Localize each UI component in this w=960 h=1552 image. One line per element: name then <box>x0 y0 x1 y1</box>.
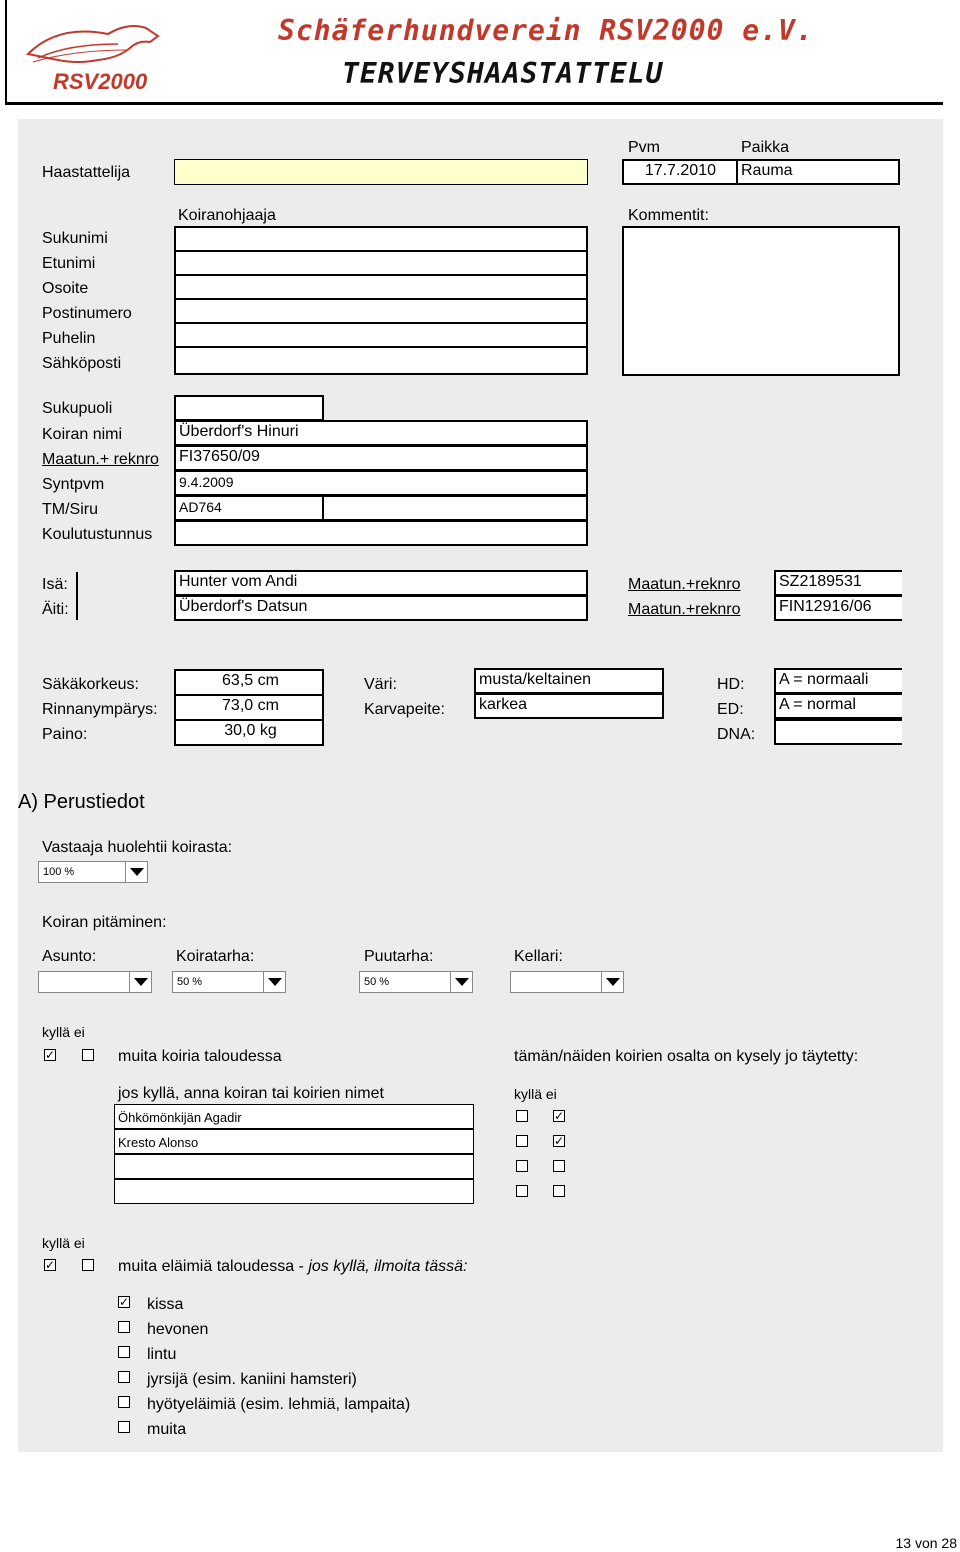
sukunimi-field[interactable] <box>174 226 588 252</box>
check-icon: ✓ <box>554 1109 565 1123</box>
names-label: jos kyllä, anna koiran tai koirien nimet <box>118 1085 384 1102</box>
keeping-label: Koiran pitäminen: <box>42 914 167 931</box>
check-icon: ✓ <box>554 1134 565 1148</box>
animal-label-muita: muita <box>147 1421 187 1438</box>
survey-label: tämän/näiden koirien osalta on kysely jo täytetty: <box>514 1048 859 1065</box>
chevron-down-icon <box>129 972 151 992</box>
survey-yes-checkbox-3[interactable] <box>516 1160 528 1172</box>
koiranohjaaja-label: Koiranohjaaja <box>178 207 276 224</box>
chevron-down-icon <box>601 972 623 992</box>
form-title: TERVEYSHAASTATTELU <box>342 57 664 90</box>
dog-name-field-4[interactable] <box>114 1179 474 1204</box>
koulutustunnus-field[interactable] <box>174 520 588 546</box>
animal-checkbox-jyrsija[interactable] <box>118 1371 130 1383</box>
rinnanymparys-field[interactable]: 73,0 cm <box>174 694 324 721</box>
ed-field[interactable]: A = normal <box>774 693 902 719</box>
check-icon: ✓ <box>119 1295 130 1309</box>
survey-no-checkbox-2[interactable] <box>553 1135 565 1147</box>
asunto-label: Asunto: <box>42 948 97 965</box>
vari-field[interactable]: musta/keltainen <box>474 668 664 694</box>
animal-checkbox-lintu[interactable] <box>118 1346 130 1358</box>
club-title: Schäferhundverein RSV2000 e.V. <box>278 14 814 47</box>
tm-siru-field[interactable]: AD764 <box>174 495 324 521</box>
koiran-nimi-label: Koiran nimi <box>42 426 123 443</box>
isa-field[interactable]: Hunter vom Andi <box>174 570 588 596</box>
sahkoposti-field[interactable] <box>174 346 588 375</box>
etunimi-field[interactable] <box>174 250 588 276</box>
puhelin-label: Puhelin <box>42 330 96 347</box>
tm-siru-label: TM/Siru <box>42 501 98 518</box>
other-animals-question-italic: jos kyllä, ilmoita tässä: <box>308 1258 468 1275</box>
sakakorkeus-field[interactable]: 63,5 cm <box>174 669 324 696</box>
aiti-reknro-field[interactable]: FIN12916/06 <box>774 595 902 621</box>
dog-name-field-2[interactable]: Kresto Alonso <box>114 1129 474 1154</box>
dog-name-field-3[interactable] <box>114 1154 474 1179</box>
dog-name-field-1[interactable]: Öhkömönkijän Agadir <box>114 1104 474 1129</box>
paikka-field[interactable]: Rauma <box>736 159 900 185</box>
other-dogs-no-checkbox[interactable] <box>82 1049 94 1061</box>
koiratarha-dropdown-value: 50 % <box>177 976 203 988</box>
syntpvm-label: Syntpvm <box>42 476 105 493</box>
vari-label: Väri: <box>364 676 397 693</box>
postinumero-field[interactable] <box>174 298 588 324</box>
care-dropdown-value: 100 % <box>43 866 75 878</box>
isa-reknro-field[interactable]: SZ2189531 <box>774 570 902 596</box>
koiratarha-label: Koiratarha: <box>176 948 255 965</box>
chevron-down-icon <box>263 972 285 992</box>
header-rule <box>5 102 943 105</box>
isa-label: Isä: <box>42 576 68 593</box>
other-dogs-yes-checkbox[interactable] <box>44 1049 56 1061</box>
karvapeite-label: Karvapeite: <box>364 701 445 718</box>
other-animals-yes-checkbox[interactable] <box>44 1259 56 1271</box>
survey-yes-checkbox-4[interactable] <box>516 1185 528 1197</box>
haastattelija-field[interactable] <box>174 159 588 185</box>
puutarha-dropdown-value: 50 % <box>364 976 390 988</box>
sakakorkeus-label: Säkäkorkeus: <box>42 676 139 693</box>
other-dogs-question: muita koiria taloudessa <box>118 1048 282 1065</box>
kellari-dropdown[interactable] <box>510 971 624 993</box>
check-icon: ✓ <box>45 1258 56 1272</box>
kellari-label: Kellari: <box>514 948 563 965</box>
rinnanymparys-label: Rinnanympärys: <box>42 701 158 718</box>
koiran-nimi-field[interactable]: Überdorf's Hinuri <box>174 420 588 446</box>
tm-siru-extra-field[interactable] <box>322 495 588 521</box>
animal-checkbox-kissa[interactable] <box>118 1296 130 1308</box>
other-animals-question-plain: muita eläimiä taloudessa - <box>118 1258 309 1275</box>
pvm-field[interactable]: 17.7.2010 <box>622 159 738 185</box>
puhelin-field[interactable] <box>174 322 588 348</box>
animal-label-hyotyelaimia: hyötyeläimiä (esim. lehmiä, lampaita) <box>147 1396 411 1413</box>
chevron-down-icon <box>125 862 147 882</box>
animal-label-lintu: lintu <box>147 1346 177 1363</box>
care-dropdown[interactable] <box>38 861 148 883</box>
animal-label-jyrsija: jyrsijä (esim. kaniini hamsteri) <box>147 1371 357 1388</box>
koiratarha-dropdown[interactable] <box>172 971 286 993</box>
koulutustunnus-label: Koulutustunnus <box>42 526 153 543</box>
kommentit-field[interactable] <box>622 226 900 376</box>
page-number: 13 von 28 <box>895 1535 957 1551</box>
syntpvm-field[interactable]: 9.4.2009 <box>174 470 588 496</box>
dna-label: DNA: <box>717 726 756 743</box>
hd-field[interactable]: A = normaali <box>774 668 902 694</box>
osoite-label: Osoite <box>42 280 89 297</box>
isa-reknro-label: Maatun.+reknro <box>628 576 741 593</box>
sahkoposti-label: Sähköposti <box>42 355 122 372</box>
section-a-title: A) Perustiedot <box>18 791 145 813</box>
check-icon: ✓ <box>45 1048 56 1062</box>
sukunimi-label: Sukunimi <box>42 230 108 247</box>
paikka-label: Paikka <box>741 139 790 156</box>
animal-label-hevonen: hevonen <box>147 1321 209 1338</box>
hd-label: HD: <box>717 676 745 693</box>
sukupuoli-field[interactable] <box>174 395 324 421</box>
reknro-field[interactable]: FI37650/09 <box>174 445 588 471</box>
haastattelija-label: Haastattelija <box>42 164 131 181</box>
kommentit-label: Kommentit: <box>628 207 709 224</box>
puutarha-dropdown[interactable] <box>359 971 473 993</box>
other-dogs-yes-no-label: kyllä ei <box>42 1024 85 1040</box>
reknro-label: Maatun.+ reknro <box>42 451 159 468</box>
aiti-label: Äiti: <box>42 601 69 618</box>
other-animals-no-checkbox[interactable] <box>82 1259 94 1271</box>
care-label: Vastaaja huolehtii koirasta: <box>42 839 233 856</box>
aiti-field[interactable]: Überdorf's Datsun <box>174 595 588 621</box>
etunimi-label: Etunimi <box>42 255 96 272</box>
asunto-dropdown[interactable] <box>38 971 152 993</box>
osoite-field[interactable] <box>174 274 588 300</box>
survey-yes-checkbox-1[interactable] <box>516 1110 528 1122</box>
animal-checkbox-muita[interactable] <box>118 1421 130 1433</box>
svg-text:RSV2000: RSV2000 <box>53 69 148 94</box>
aiti-reknro-label: Maatun.+reknro <box>628 601 741 618</box>
ed-label: ED: <box>717 701 744 718</box>
rsv2000-logo <box>18 14 168 99</box>
paino-field[interactable]: 30,0 kg <box>174 719 324 746</box>
survey-yes-checkbox-2[interactable] <box>516 1135 528 1147</box>
animal-label-kissa: kissa <box>147 1296 184 1313</box>
other-animals-yes-no-label: kyllä ei <box>42 1235 85 1251</box>
survey-yes-no-label: kyllä ei <box>514 1086 557 1102</box>
other-animals-question <box>118 1257 467 1277</box>
header-left-rule <box>5 0 7 104</box>
survey-no-checkbox-4[interactable] <box>553 1185 565 1197</box>
puutarha-label: Puutarha: <box>364 948 434 965</box>
animal-checkbox-hyotyelaimia[interactable] <box>118 1396 130 1408</box>
postinumero-label: Postinumero <box>42 305 132 322</box>
dna-field[interactable] <box>774 719 902 745</box>
sukupuoli-label: Sukupuoli <box>42 400 113 417</box>
parents-divider <box>76 572 78 620</box>
survey-no-checkbox-3[interactable] <box>553 1160 565 1172</box>
paino-label: Paino: <box>42 726 88 743</box>
chevron-down-icon <box>450 972 472 992</box>
survey-no-checkbox-1[interactable] <box>553 1110 565 1122</box>
karvapeite-field[interactable]: karkea <box>474 693 664 719</box>
animal-checkbox-hevonen[interactable] <box>118 1321 130 1333</box>
pvm-label: Pvm <box>628 139 660 156</box>
